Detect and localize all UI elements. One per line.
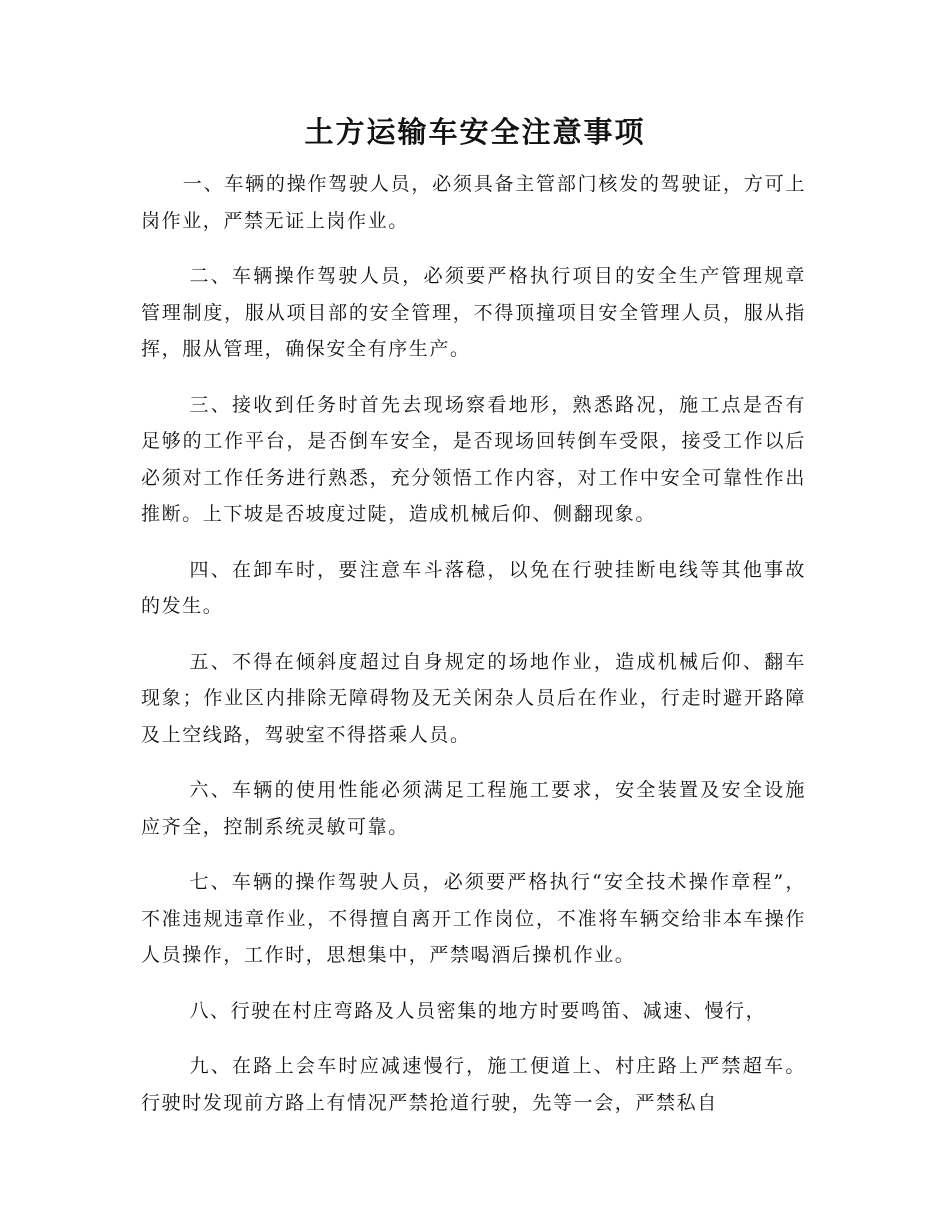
paragraph-4: 四、在卸车时，要注意车斗落稳，以免在行驶挂断电线等其他事故的发生。 [141,558,806,617]
paragraph-7: 七、车辆的操作驾驶人员，必须要严格执行“安全技术操作章程”，不准违规违章作业，不得擅自离开工作岗位，不准将车辆交给非本车操作人员操作，工作时，思想集中，严禁喝酒后操机作业。 [141,871,806,966]
paragraph-2: 二、车辆操作驾驶人员，必须要严格执行项目的安全生产管理规章管理制度，服从项目部的安全管理，不得顶撞项目安全管理人员，服从指挥，服从管理，确保安全有序生产。 [141,265,806,360]
document-body [141,166,806,1140]
paragraph-5: 五、不得在倾斜度超过自身规定的场地作业，造成机械后仰、翻车现象；作业区内排除无障碍物及无关闲杂人员后在作业，行走时避开路障及上空线路，驾驶室不得搭乘人员。 [141,650,806,746]
paragraph-3: 三、接收到任务时首先去现场察看地形，熟悉路况，施工点是否有足够的工作平台，是否倒车安全，是否现场回转倒车受限，接受工作以后必须对工作任务进行熟悉，充分领悟工作内容，对工作中安全可靠性作出推断。上下坡是否坡度过陡，造成机械后仰、侧翻现象。 [141,393,806,525]
paragraph-8: 八、行驶在村庄弯路及人员密集的地方时要鸣笛、减速、慢行， [189,999,767,1022]
paragraph-6: 六、车辆的使用性能必须满足工程施工要求，安全装置及安全设施应齐全，控制系统灵敏可靠。 [141,779,806,838]
paragraph-9: 九、在路上会车时应减速慢行，施工便道上、村庄路上严禁超车。行驶时发现前方路上有情况严禁抢道行驶，先等一会，严禁私自 [141,1055,806,1114]
document-title: 土方运输车安全注意事项 [304,115,646,149]
paragraph-1: 一、车辆的操作驾驶人员，必须具备主管部门核发的驾驶证，方可上岗作业，严禁无证上岗作业。 [141,173,806,232]
